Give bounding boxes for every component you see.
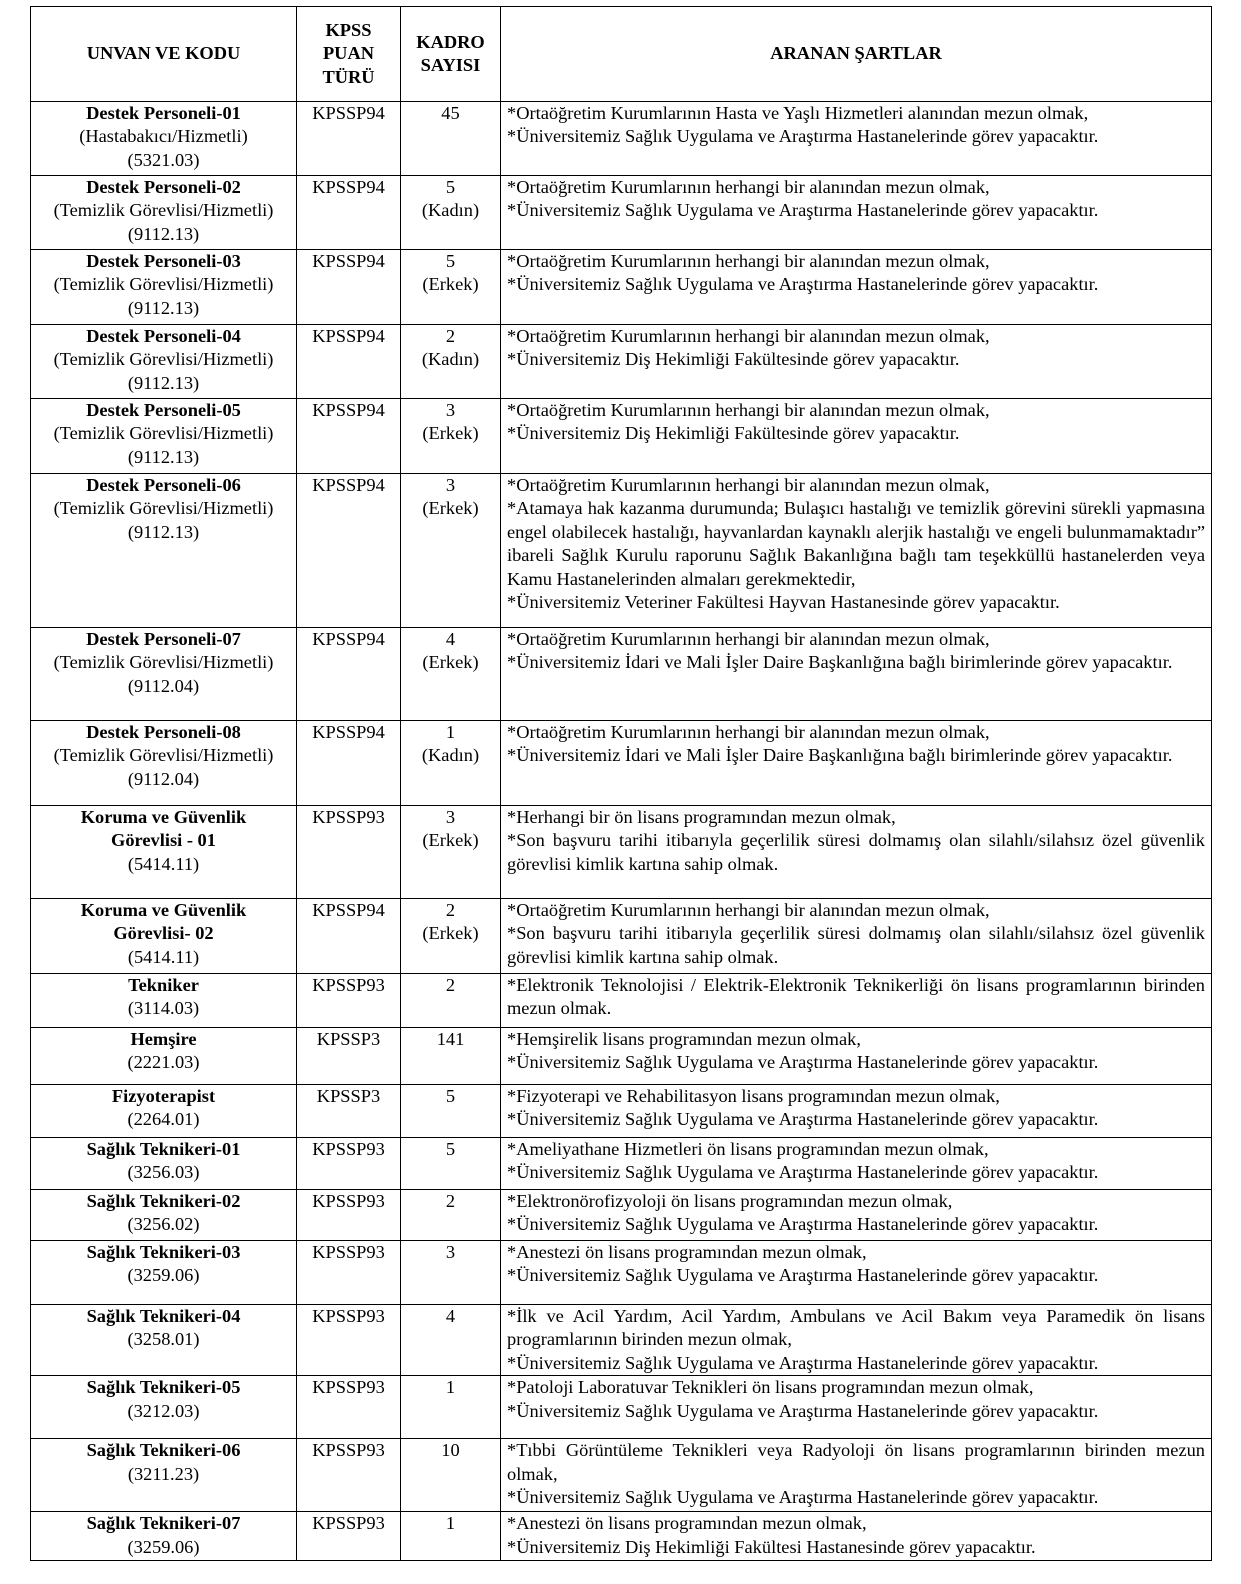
- position-code: (3114.03): [127, 998, 200, 1019]
- position-title: Koruma ve Güvenlik: [80, 807, 247, 827]
- table-row: [31, 806, 1212, 899]
- position-title-cell: [31, 474, 297, 628]
- position-title: Destek Personeli-05: [86, 400, 241, 420]
- requirement-line: *Ortaöğretim Kurumlarının herhangi bir alanından mezun olmak,: [507, 722, 990, 742]
- cadre-gender: (Kadın): [421, 745, 480, 766]
- position-title: Fizyoterapist: [111, 1086, 216, 1106]
- table-row: [31, 1439, 1212, 1512]
- position-code: (3258.01): [127, 1329, 200, 1350]
- position-code: (9112.13): [127, 297, 200, 318]
- cadre-count-cell: [401, 899, 501, 974]
- kpss-score-type: KPSSP93: [297, 1138, 401, 1190]
- position-title: Sağlık Teknikeri-05: [86, 1377, 241, 1398]
- cadre-gender: (Erkek): [422, 923, 479, 944]
- position-code: (3259.06): [127, 1536, 200, 1557]
- position-title: Destek Personeli-04: [86, 326, 241, 346]
- position-title-cell: [31, 1305, 297, 1376]
- requirements-cell: [501, 1190, 1212, 1241]
- cadre-gender: (Erkek): [422, 830, 479, 851]
- table-row: [31, 102, 1212, 176]
- cadre-count-cell: [401, 250, 501, 325]
- table-row: [31, 628, 1212, 721]
- requirements-cell: [501, 474, 1212, 628]
- positions-table: [30, 6, 1212, 1561]
- kpss-score-type: KPSSP94: [297, 899, 401, 974]
- position-title: Destek Personeli-03: [86, 251, 241, 271]
- position-title: Tekniker: [128, 975, 199, 995]
- requirement-line: *Üniversitemiz Sağlık Uygulama ve Araştırma Hastanelerinde görev yapacaktır.: [507, 274, 1099, 295]
- requirement-line: *Üniversitemiz Sağlık Uygulama ve Araştırma Hastanelerinde görev yapacaktır.: [507, 1162, 1099, 1183]
- header-sartlar: ARANAN ŞARTLAR: [501, 7, 1212, 102]
- kpss-score-type: KPSSP93: [297, 1512, 401, 1561]
- requirement-line: *Üniversitemiz Diş Hekimliği Fakültesinde görev yapacaktır.: [507, 349, 960, 370]
- kpss-score-type: KPSSP93: [297, 974, 401, 1028]
- cadre-count: 2: [445, 1191, 456, 1211]
- cadre-count: 10: [441, 1440, 460, 1461]
- position-title: Koruma ve Güvenlik: [80, 900, 247, 920]
- position-title-cell: [31, 399, 297, 474]
- position-title: Sağlık Teknikeri-01: [86, 1139, 241, 1159]
- position-code: (9112.13): [127, 372, 200, 393]
- position-code: (9112.13): [127, 223, 200, 244]
- cadre-count: 2: [445, 975, 456, 995]
- kpss-score-type: KPSSP94: [297, 250, 401, 325]
- kpss-score-type: KPSSP94: [297, 102, 401, 176]
- position-title-cell: [31, 806, 297, 899]
- cadre-count-cell: [401, 1512, 501, 1561]
- cadre-count: 5: [445, 1139, 456, 1159]
- kpss-score-type: KPSSP93: [297, 1190, 401, 1241]
- position-title-cell: [31, 250, 297, 325]
- cadre-count: 4: [445, 629, 456, 649]
- requirement-line: *Üniversitemiz Sağlık Uygulama ve Araştırma Hastanelerinde görev yapacaktır.: [507, 200, 1099, 221]
- requirement-line: *Atamaya hak kazanma durumunda; Bulaşıcı hastalığı ve temizlik görevini sürekli yapmasına engel olabilecek hastalığı, hayvanlardan kaynaklı alerjik hastalığı ve engeli bulunmamaktadır” ibareli Sağlık Kurulu raporunu Sağlık Bakanlığına bağlı tam teşekküllü hastanelerden veya Kamu Hastanelerinden almaları gerekmektedir,: [507, 498, 1205, 589]
- cadre-count: 2: [445, 326, 456, 346]
- cadre-count: 1: [445, 722, 456, 742]
- position-subtitle: (Temizlik Görevlisi/Hizmetli): [53, 349, 274, 370]
- kpss-score-type: KPSSP93: [297, 1376, 401, 1439]
- cadre-count-cell: [401, 399, 501, 474]
- position-code: (5414.11): [127, 946, 200, 967]
- position-subtitle: Görevlisi - 01: [111, 830, 216, 851]
- position-title-cell: [31, 628, 297, 721]
- cadre-count: 5: [445, 251, 456, 271]
- position-title-cell: [31, 899, 297, 974]
- cadre-count-cell: [401, 1439, 501, 1512]
- kpss-score-type: KPSSP94: [297, 628, 401, 721]
- requirements-cell: [501, 399, 1212, 474]
- cadre-gender: (Erkek): [422, 652, 479, 673]
- requirements-cell: [501, 1241, 1212, 1305]
- position-title: Sağlık Teknikeri-02: [86, 1191, 241, 1211]
- requirement-line: *Üniversitemiz Sağlık Uygulama ve Araştırma Hastanelerinde görev yapacaktır.: [507, 1352, 1099, 1373]
- position-subtitle: (Hastabakıcı/Hizmetli): [79, 126, 248, 147]
- position-code: (3211.23): [127, 1463, 200, 1484]
- requirement-line: *Elektronik Teknolojisi / Elektrik-Elektronik Teknikerliği ön lisans programlarının birinden mezun olmak.: [507, 975, 1205, 1019]
- position-title: Sağlık Teknikeri-04: [86, 1306, 241, 1326]
- requirement-line: *Fizyoterapi ve Rehabilitasyon lisans programından mezun olmak,: [507, 1086, 1000, 1106]
- kpss-score-type: KPSSP3: [297, 1085, 401, 1138]
- requirement-line: *Üniversitemiz Sağlık Uygulama ve Araştırma Hastanelerinde görev yapacaktır.: [507, 1109, 1099, 1130]
- position-title-cell: [31, 1376, 297, 1439]
- position-title-cell: [31, 1512, 297, 1561]
- position-subtitle: (Temizlik Görevlisi/Hizmetli): [53, 745, 274, 766]
- requirements-cell: [501, 1085, 1212, 1138]
- kpss-score-type: KPSSP94: [297, 399, 401, 474]
- requirements-cell: [501, 1376, 1212, 1439]
- table-row: [31, 250, 1212, 325]
- table-row: [31, 176, 1212, 250]
- position-title-cell: [31, 1138, 297, 1190]
- requirements-cell: [501, 102, 1212, 176]
- position-code: (5414.11): [127, 853, 200, 874]
- position-title-cell: [31, 1085, 297, 1138]
- requirement-line: *Son başvuru tarihi itibarıyla geçerlilik süresi dolmamış olan silahlı/silahsız özel güvenlik görevlisi kimlik kartına sahip olmak.: [507, 830, 1205, 874]
- table-row: [31, 474, 1212, 628]
- cadre-count-cell: [401, 1376, 501, 1439]
- table-row: [31, 1085, 1212, 1138]
- position-code: (9112.13): [127, 521, 200, 542]
- requirement-line: *Ortaöğretim Kurumlarının Hasta ve Yaşlı Hizmetleri alanından mezun olmak,: [507, 103, 1089, 123]
- table-row: [31, 1376, 1212, 1439]
- cadre-count-cell: [401, 806, 501, 899]
- requirements-cell: [501, 721, 1212, 806]
- position-title: Destek Personeli-01: [86, 103, 241, 123]
- kpss-score-type: KPSSP93: [297, 1305, 401, 1376]
- position-subtitle: (Temizlik Görevlisi/Hizmetli): [53, 274, 274, 295]
- requirement-line: *Üniversitemiz Sağlık Uygulama ve Araştırma Hastanelerinde görev yapacaktır.: [507, 126, 1099, 147]
- cadre-gender: (Erkek): [422, 423, 479, 444]
- requirement-line: *Ortaöğretim Kurumlarının herhangi bir alanından mezun olmak,: [507, 629, 990, 649]
- cadre-count: 3: [445, 1242, 456, 1262]
- requirement-line: *Ortaöğretim Kurumlarının herhangi bir alanından mezun olmak,: [507, 326, 990, 346]
- position-code: (3212.03): [127, 1400, 200, 1421]
- cadre-count: 3: [445, 400, 456, 420]
- position-code: (3259.06): [127, 1265, 200, 1286]
- position-title: Sağlık Teknikeri-06: [86, 1440, 241, 1461]
- cadre-count: 1: [445, 1377, 456, 1398]
- cadre-count-cell: [401, 1305, 501, 1376]
- position-subtitle: (Temizlik Görevlisi/Hizmetli): [53, 652, 274, 673]
- table-row: [31, 1241, 1212, 1305]
- requirement-line: *Ameliyathane Hizmetleri ön lisans programından mezun olmak,: [507, 1139, 989, 1159]
- kpss-score-type: KPSSP93: [297, 1241, 401, 1305]
- requirement-line: *Üniversitemiz Sağlık Uygulama ve Araştırma Hastanelerinde görev yapacaktır.: [507, 1487, 1099, 1508]
- requirement-line: *Ortaöğretim Kurumlarının herhangi bir alanından mezun olmak,: [507, 400, 990, 420]
- position-subtitle: Görevlisi- 02: [113, 923, 214, 944]
- table-row: [31, 1138, 1212, 1190]
- cadre-count: 141: [436, 1029, 465, 1049]
- position-subtitle: (Temizlik Görevlisi/Hizmetli): [53, 200, 274, 221]
- requirement-line: *Anestezi ön lisans programından mezun olmak,: [507, 1513, 867, 1534]
- requirement-line: *Üniversitemiz Veteriner Fakültesi Hayvan Hastanesinde görev yapacaktır.: [507, 592, 1060, 613]
- requirement-line: *Tıbbi Görüntüleme Teknikleri veya Radyoloji ön lisans programlarının birinden mezun olmak,: [507, 1440, 1205, 1484]
- position-title: Destek Personeli-08: [86, 722, 241, 742]
- table-row: [31, 399, 1212, 474]
- table-row: [31, 974, 1212, 1028]
- cadre-count-cell: [401, 721, 501, 806]
- header-unvan: UNVAN VE KODU: [31, 7, 297, 102]
- requirements-cell: [501, 1028, 1212, 1085]
- requirement-line: *Hemşirelik lisans programından mezun olmak,: [507, 1029, 861, 1049]
- table-header: [31, 7, 1212, 102]
- requirements-cell: [501, 899, 1212, 974]
- position-title: Destek Personeli-07: [86, 629, 241, 649]
- cadre-gender: (Erkek): [422, 274, 479, 295]
- cadre-count: 5: [445, 177, 456, 197]
- position-title-cell: [31, 102, 297, 176]
- position-code: (2221.03): [127, 1052, 200, 1073]
- requirement-line: *Patoloji Laboratuvar Teknikleri ön lisans programından mezun olmak,: [507, 1377, 1034, 1398]
- cadre-gender: (Erkek): [422, 498, 479, 519]
- kpss-score-type: KPSSP94: [297, 474, 401, 628]
- cadre-count-cell: [401, 102, 501, 176]
- position-title: Destek Personeli-02: [86, 177, 241, 197]
- position-code: (5321.03): [127, 149, 200, 170]
- table-row: [31, 1028, 1212, 1085]
- header-puan: KPSS PUAN TÜRÜ: [297, 7, 401, 102]
- position-title-cell: [31, 1241, 297, 1305]
- position-code: (9112.04): [127, 675, 200, 696]
- requirements-cell: [501, 325, 1212, 399]
- requirements-cell: [501, 1305, 1212, 1376]
- cadre-count-cell: [401, 1241, 501, 1305]
- position-code: (3256.02): [127, 1214, 200, 1235]
- requirements-cell: [501, 1138, 1212, 1190]
- requirement-line: *Ortaöğretim Kurumlarının herhangi bir alanından mezun olmak,: [507, 475, 990, 495]
- position-title-cell: [31, 1190, 297, 1241]
- requirements-cell: [501, 628, 1212, 721]
- cadre-count: 1: [445, 1513, 456, 1534]
- requirement-line: *Üniversitemiz Sağlık Uygulama ve Araştırma Hastanelerinde görev yapacaktır.: [507, 1265, 1099, 1286]
- cadre-count-cell: [401, 974, 501, 1028]
- cadre-count-cell: [401, 1085, 501, 1138]
- requirement-line: *Ortaöğretim Kurumlarının herhangi bir alanından mezun olmak,: [507, 177, 990, 197]
- cadre-count-cell: [401, 325, 501, 399]
- table-row: [31, 1190, 1212, 1241]
- requirements-cell: [501, 176, 1212, 250]
- position-title-cell: [31, 1028, 297, 1085]
- requirement-line: *Elektronörofizyoloji ön lisans programından mezun olmak,: [507, 1191, 953, 1211]
- cadre-count-cell: [401, 628, 501, 721]
- requirement-line: *Üniversitemiz Diş Hekimliği Fakültesinde görev yapacaktır.: [507, 423, 960, 444]
- table-row: [31, 721, 1212, 806]
- header-kadro: KADRO SAYISI: [401, 7, 501, 102]
- position-title: Destek Personeli-06: [86, 475, 241, 495]
- position-subtitle: (Temizlik Görevlisi/Hizmetli): [53, 498, 274, 519]
- requirements-cell: [501, 974, 1212, 1028]
- cadre-count: 3: [445, 475, 456, 495]
- requirement-line: *Üniversitemiz İdari ve Mali İşler Daire Başkanlığına bağlı birimlerinde görev yapacaktır.: [507, 652, 1173, 673]
- requirement-line: *Son başvuru tarihi itibarıyla geçerlilik süresi dolmamış olan silahlı/silahsız özel güvenlik görevlisi kimlik kartına sahip olmak.: [507, 923, 1205, 967]
- table-row: [31, 899, 1212, 974]
- requirement-line: *İlk ve Acil Yardım, Acil Yardım, Ambulans ve Acil Bakım veya Paramedik ön lisans programlarının birinden mezun olmak,: [507, 1306, 1205, 1350]
- requirement-line: *Üniversitemiz Sağlık Uygulama ve Araştırma Hastanelerinde görev yapacaktır.: [507, 1400, 1099, 1421]
- cadre-count-cell: [401, 176, 501, 250]
- cadre-count: 3: [445, 807, 456, 827]
- requirement-line: *Üniversitemiz Sağlık Uygulama ve Araştırma Hastanelerinde görev yapacaktır.: [507, 1214, 1099, 1235]
- cadre-count-cell: [401, 1190, 501, 1241]
- cadre-count: 2: [445, 900, 456, 920]
- kpss-score-type: KPSSP3: [297, 1028, 401, 1085]
- table-row: [31, 325, 1212, 399]
- requirements-cell: [501, 1439, 1212, 1512]
- table-body: [31, 102, 1212, 1561]
- requirement-line: *Üniversitemiz Sağlık Uygulama ve Araştırma Hastanelerinde görev yapacaktır.: [507, 1052, 1099, 1073]
- cadre-count-cell: [401, 1028, 501, 1085]
- requirement-line: *Anestezi ön lisans programından mezun olmak,: [507, 1242, 867, 1262]
- table-row: [31, 1512, 1212, 1561]
- cadre-count-cell: [401, 474, 501, 628]
- cadre-count: 45: [441, 103, 460, 123]
- position-title-cell: [31, 721, 297, 806]
- cadre-gender: (Kadın): [421, 349, 480, 370]
- position-title: Sağlık Teknikeri-03: [86, 1242, 241, 1262]
- position-title-cell: [31, 176, 297, 250]
- requirement-line: *Ortaöğretim Kurumlarının herhangi bir alanından mezun olmak,: [507, 251, 990, 271]
- position-title-cell: [31, 1439, 297, 1512]
- cadre-count: 4: [445, 1306, 456, 1326]
- kpss-score-type: KPSSP93: [297, 1439, 401, 1512]
- position-title: Hemşire: [130, 1029, 197, 1049]
- position-title-cell: [31, 974, 297, 1028]
- requirements-cell: [501, 1512, 1212, 1561]
- kpss-score-type: KPSSP94: [297, 721, 401, 806]
- cadre-count-cell: [401, 1138, 501, 1190]
- kpss-score-type: KPSSP94: [297, 325, 401, 399]
- requirement-line: *Üniversitemiz Diş Hekimliği Fakültesi Hastanesinde görev yapacaktır.: [507, 1536, 1036, 1557]
- position-subtitle: (Temizlik Görevlisi/Hizmetli): [53, 423, 274, 444]
- requirement-line: *Herhangi bir ön lisans programından mezun olmak,: [507, 807, 896, 827]
- kpss-score-type: KPSSP93: [297, 806, 401, 899]
- requirement-line: *Üniversitemiz İdari ve Mali İşler Daire Başkanlığına bağlı birimlerinde görev yapacaktır.: [507, 745, 1173, 766]
- position-code: (9112.13): [127, 446, 200, 467]
- position-code: (3256.03): [127, 1162, 200, 1183]
- table-row: [31, 1305, 1212, 1376]
- position-title-cell: [31, 325, 297, 399]
- cadre-gender: (Kadın): [421, 200, 480, 221]
- requirements-cell: [501, 806, 1212, 899]
- position-title: Sağlık Teknikeri-07: [86, 1513, 241, 1534]
- requirements-cell: [501, 250, 1212, 325]
- position-code: (2264.01): [127, 1109, 200, 1130]
- position-code: (9112.04): [127, 768, 200, 789]
- kpss-score-type: KPSSP94: [297, 176, 401, 250]
- requirement-line: *Ortaöğretim Kurumlarının herhangi bir alanından mezun olmak,: [507, 900, 990, 920]
- cadre-count: 5: [445, 1086, 456, 1106]
